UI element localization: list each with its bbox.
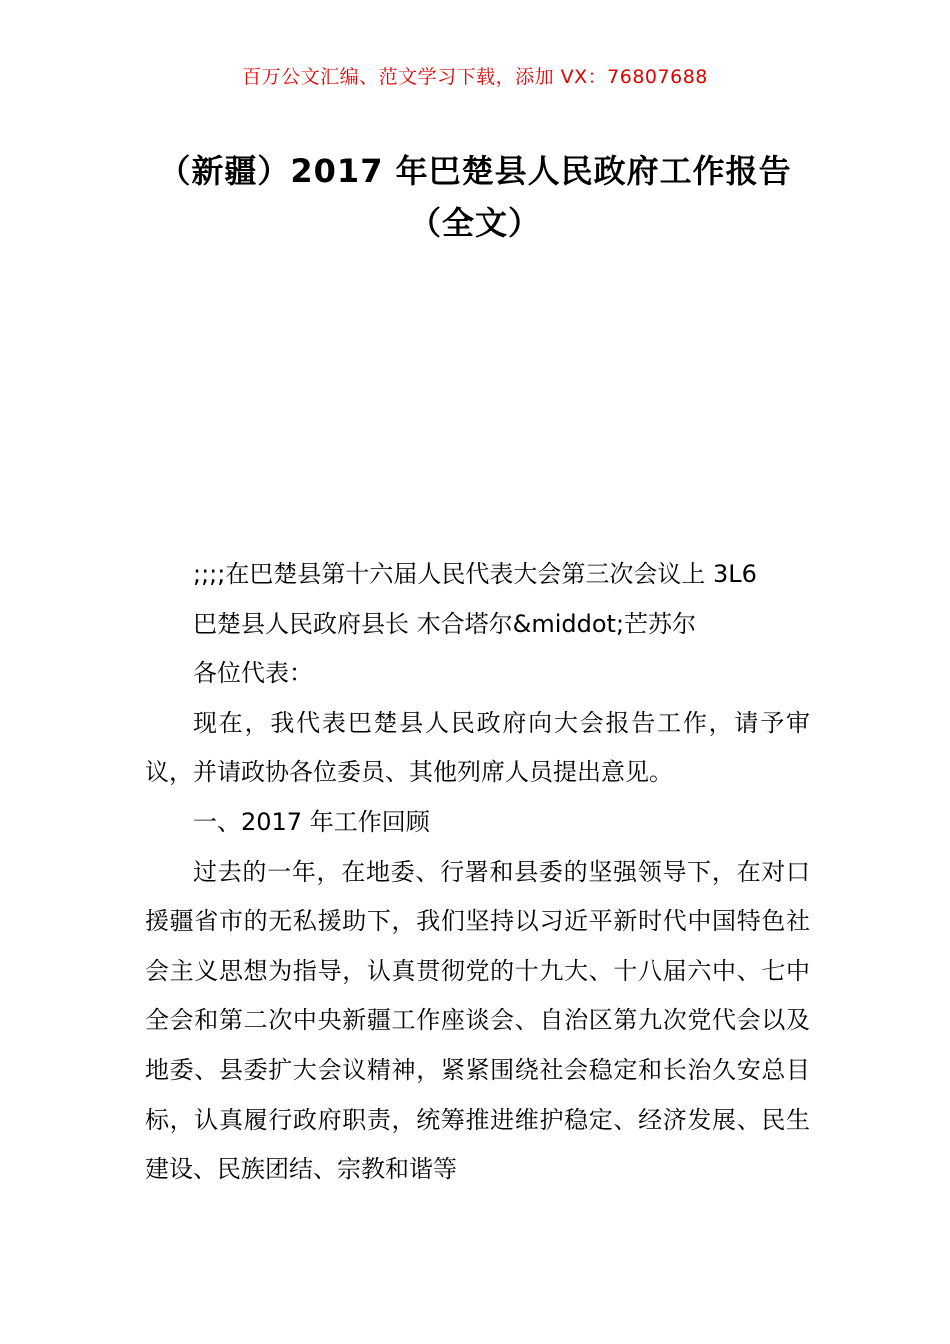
header-note: 百万公文汇编、范文学习下载，添加 VX：76807688 xyxy=(242,66,708,88)
section-heading: 一、2017 年工作回顾 xyxy=(193,807,430,836)
paragraph-intro: 现在，我代表巴楚县人民政府向大会报告工作，请予审议，并请政协各位委员、其他列席人员提出意见。 xyxy=(145,708,810,787)
paragraph-salutation: 各位代表： xyxy=(193,659,313,688)
document-title xyxy=(145,145,805,249)
title-line-2: （全文） xyxy=(408,204,541,242)
paragraph-review: 过去的一年，在地委、行署和县委的坚强领导下，在对口援疆省市的无私援助下，我们坚持以习近平新时代中国特色社会主义思想为指导，认真贯彻党的十九大、十八届六中、七中全会和第二次中央新疆工作座谈会、自治区第九次党代会以及地委、县委扩大会议精神，紧紧围绕社会稳定和长治久安总目标，认真履行政府职责，统筹推进维护稳定、经济发展、民生建设、民族团结、宗教和谐等 xyxy=(145,857,810,1184)
paragraph-speaker: 巴楚县人民政府县长 木合塔尔&middot;芒苏尔 xyxy=(193,609,697,638)
paragraph-meeting: ;;;;在巴楚县第十六届人民代表大会第三次会议上 3L6 xyxy=(193,560,757,588)
document-body xyxy=(145,550,810,1195)
title-line-1: （新疆）2017 年巴楚县人民政府工作报告 xyxy=(158,152,792,190)
